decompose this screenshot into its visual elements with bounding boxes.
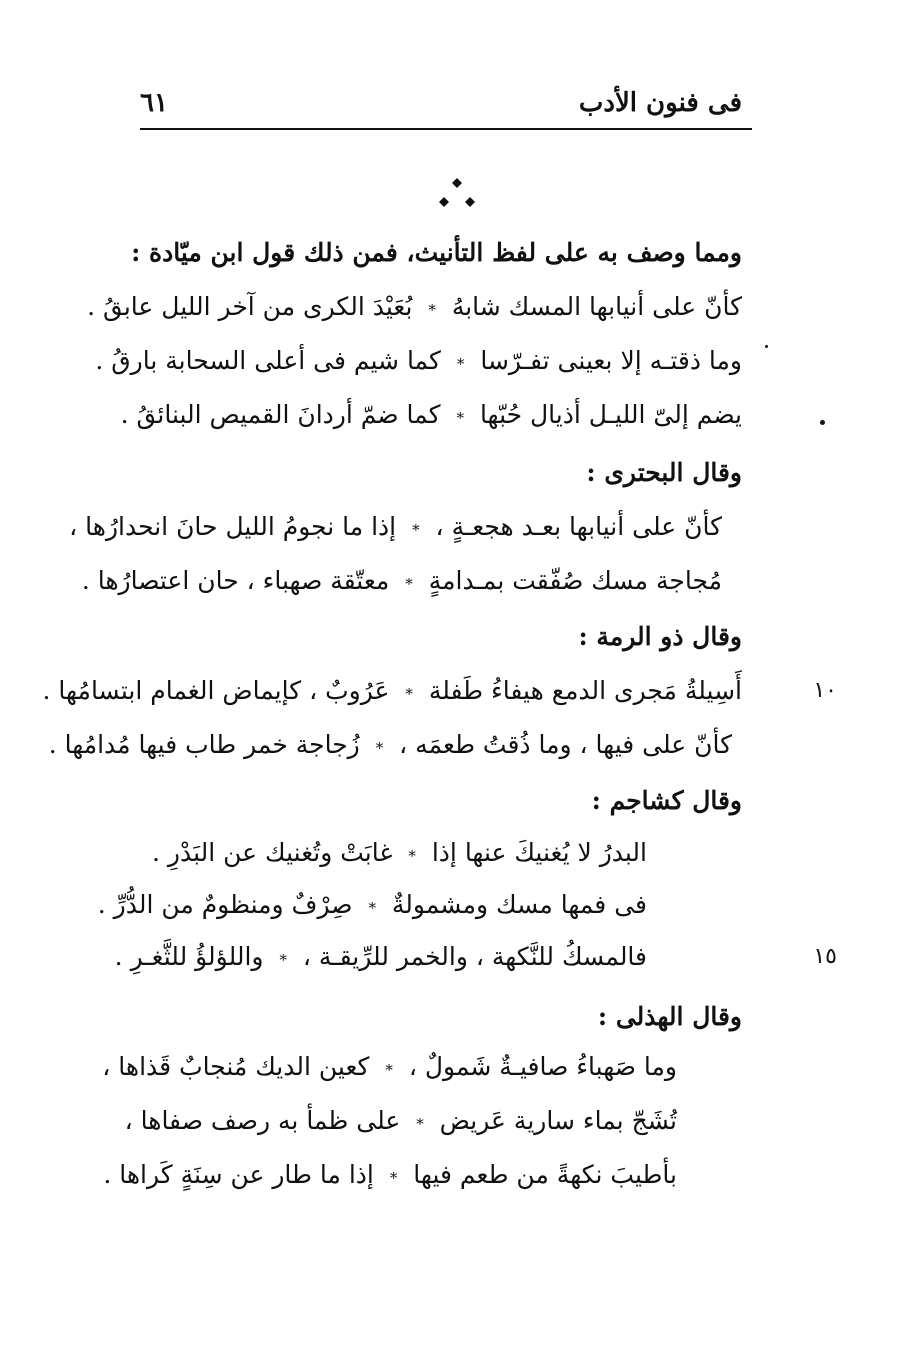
poet-heading: وقال ذو الرمة : [578, 622, 742, 651]
verse-separator: * [279, 951, 287, 969]
hemistich-second: بُعَيْدَ الكرى من آخر الليل عابقُ . [87, 292, 413, 321]
verse-separator: * [385, 1061, 393, 1079]
verse-line [87, 292, 742, 325]
page-number: ٦١ [140, 88, 168, 118]
poet-heading: وقال كشاجم : [591, 786, 742, 815]
hemistich-first: وما ذقتـه إلا بعينى تفـرّسا [480, 346, 742, 375]
verse-line [43, 676, 742, 709]
hemistich-second: واللؤلؤُ للثَّغـرِ . [114, 942, 264, 971]
verse-separator: * [456, 355, 465, 373]
hemistich-second: عَرُوبٌ ، كإيماض الغمام ابتسامُها . [42, 676, 390, 705]
verse-line [49, 730, 732, 763]
hemistich-first: فى فمها مسك ومشمولةٌ [391, 890, 647, 919]
header-rule [140, 128, 752, 130]
hemistich-second: غابَتْ وتُغنيك عن البَدْرِ . [152, 838, 393, 867]
hemistich-second: معتّقة صهباء ، حان اعتصارُها . [81, 566, 390, 595]
hemistich-first: أَسِيلةُ مَجرى الدمع هيفاءُ طَفلة [428, 676, 742, 705]
verse-separator: * [456, 409, 464, 427]
hemistich-second: إذا ما طار عن سِنَةٍ كَراها . [103, 1160, 374, 1189]
verse-separator: * [408, 847, 416, 865]
hemistich-first: مُجاجة مسك صُفّقت بمـدامةٍ [428, 566, 722, 595]
hemistich-first: كأنّ على أنيابها بعـد هجعـةٍ ، [435, 512, 722, 541]
line-number-15: ١٥ [813, 944, 837, 969]
hemistich-second: على ظمأ به رصف صفاها ، [124, 1106, 401, 1135]
verse-separator: * [416, 1115, 424, 1133]
verse-separator: * [368, 899, 376, 917]
hemistich-first: كأنّ على فيها ، وما ذُقتُ طعمَه ، [399, 730, 732, 759]
hemistich-first: وما صَهباءُ صافيـةٌ شَمولٌ ، [408, 1052, 677, 1081]
print-speck [765, 345, 768, 348]
hemistich-second: كما ضمّ أردانَ القميص البنائقُ . [120, 400, 441, 429]
print-speck [820, 420, 825, 425]
verse-line [152, 838, 647, 871]
hemistich-second: إذا ما نجومُ الليل حانَ انحدارُها ، [69, 512, 397, 541]
hemistich-second: صِرْفٌ ومنظومٌ من الدُّرِّ . [97, 890, 353, 919]
hemistich-second: كما شيم فى أعلى السحابة بارقُ . [95, 346, 441, 375]
verse-line [98, 890, 647, 923]
verse-separator: * [412, 521, 420, 539]
hemistich-first: كأنّ على أنيابها المسك شابهُ [451, 292, 742, 321]
verse-line [69, 512, 722, 545]
hemistich-first: فالمسكُ للنَّكهة ، والخمر للرِّيقـة ، [302, 942, 647, 971]
verse-line [125, 1106, 677, 1139]
hemistich-first: بأطيبَ نكهةً من طعم فيها [413, 1160, 677, 1189]
poet-heading: وقال الهذلى : [597, 1002, 742, 1031]
verse-line [115, 942, 647, 975]
verse-separator: * [405, 575, 413, 593]
verse-line [103, 1160, 677, 1193]
verse-line [82, 566, 722, 599]
poet-heading: وقال البحترى : [586, 458, 742, 487]
hemistich-second: كعين الديك مُنجابٌ قَذاها ، [102, 1052, 370, 1081]
verse-separator: * [405, 685, 413, 703]
verse-line [95, 346, 742, 379]
running-title: فى فنون الأدب [578, 88, 742, 118]
verse-separator: * [428, 301, 436, 319]
verse-separator: * [389, 1169, 398, 1187]
three-diamond-ornament-icon [420, 175, 490, 215]
hemistich-first: البدرُ لا يُغنيكَ عنها إذا [431, 838, 647, 867]
verse-line [102, 1052, 677, 1085]
verse-separator: * [375, 739, 384, 757]
line-number-10: ١٠ [813, 678, 837, 703]
hemistich-first: يضم إلىّ الليـل أذيال حُبّها [479, 400, 742, 429]
hemistich-second: زُجاجة خمر طاب فيها مُدامُها . [48, 730, 360, 759]
hemistich-first: تُشَجّ بماء سارية عَريض [439, 1106, 677, 1135]
verse-line [121, 400, 742, 433]
intro-text: ومما وصف به على لفظ التأنيث، فمن ذلك قول ابن ميّادة : [131, 238, 742, 267]
